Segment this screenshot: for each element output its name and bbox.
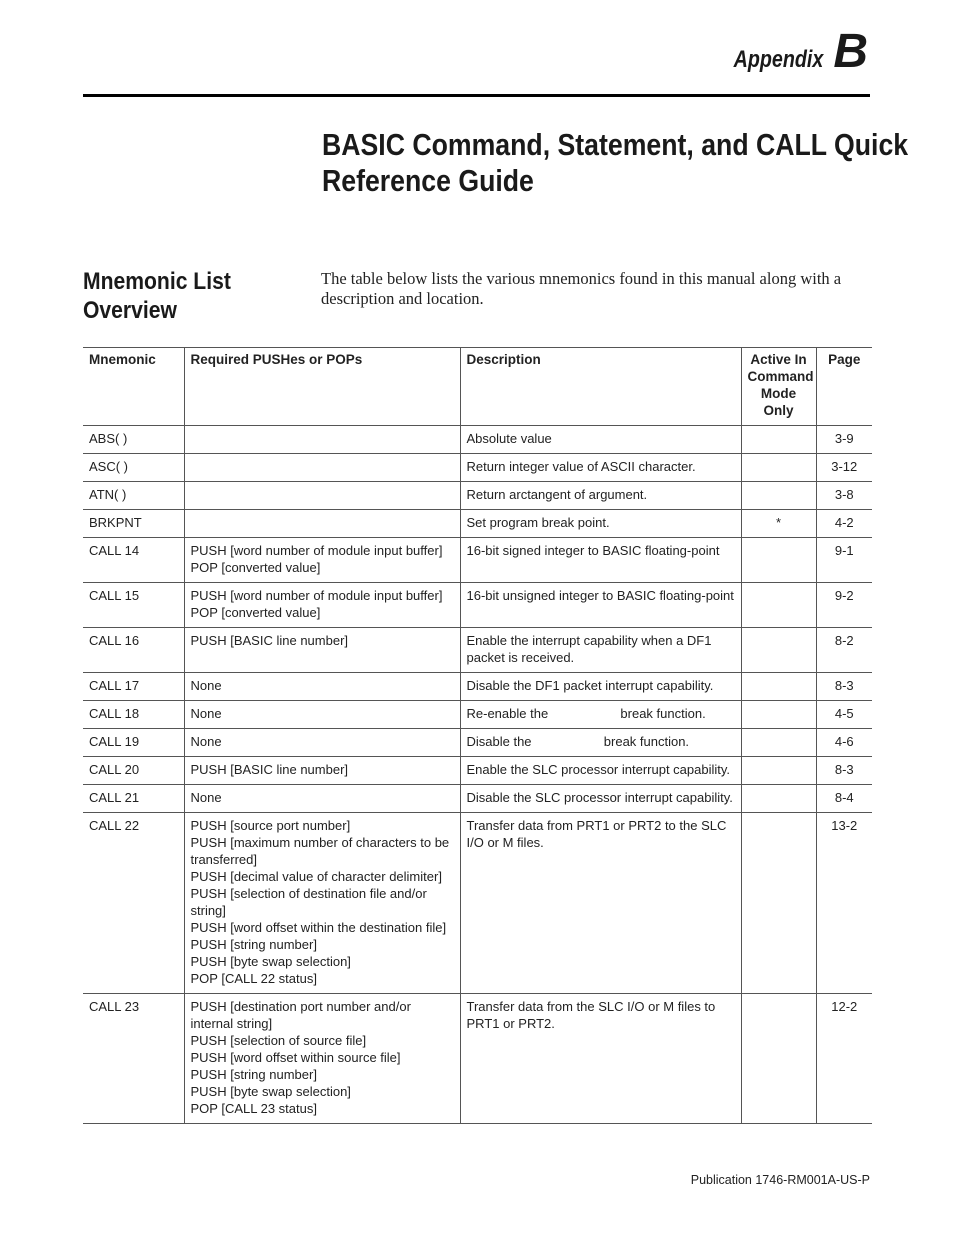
table-row (83, 757, 872, 785)
push-pop-line: PUSH [word offset within the destination file] (190, 920, 447, 935)
section-heading-line-1: Mnemonic List (83, 268, 231, 295)
cell-pushes (184, 426, 460, 454)
cell-mnemonic: ATN( ) (83, 482, 184, 510)
push-pop-line: PUSH [source port number] (190, 818, 351, 833)
cell-description: Re-enable the break function. (460, 701, 741, 729)
cell-pushes (184, 757, 460, 785)
push-pop-line: None (190, 790, 222, 805)
cell-description: Enable the interrupt capability when a DF1 packet is received. (460, 628, 741, 673)
table-row (83, 729, 872, 757)
table-row (83, 538, 872, 583)
push-pop-line: POP [CALL 22 status] (190, 971, 317, 986)
cell-page: 8-2 (816, 628, 872, 673)
push-pop-line: PUSH [string number] (190, 937, 317, 952)
table-row (83, 482, 872, 510)
cell-page: 4-5 (816, 701, 872, 729)
cell-page: 4-6 (816, 729, 872, 757)
cell-active (741, 482, 816, 510)
cell-active (741, 701, 816, 729)
cell-description: Absolute value (460, 426, 741, 454)
cell-pushes (184, 583, 460, 628)
cell-description: Return arctangent of argument. (460, 482, 741, 510)
cell-mnemonic: CALL 23 (83, 994, 184, 1124)
cell-mnemonic: CALL 19 (83, 729, 184, 757)
intro-paragraph: The table below lists the various mnemonics found in this manual along with a description and location. (321, 269, 842, 308)
cell-pushes (184, 813, 460, 994)
cell-description: Transfer data from PRT1 or PRT2 to the SLC I/O or M files. (460, 813, 741, 994)
table-row (83, 701, 872, 729)
cell-description: 16-bit signed integer to BASIC floating-point (460, 538, 741, 583)
push-pop-line: PUSH [byte swap selection] (190, 1084, 351, 1099)
push-pop-line: None (190, 734, 222, 749)
cell-active (741, 454, 816, 482)
cell-description: Disable the DF1 packet interrupt capability. (460, 673, 741, 701)
cell-page: 13-2 (816, 813, 872, 994)
header-pushes: Required PUSHes or POPs (184, 348, 460, 426)
cell-mnemonic: CALL 20 (83, 757, 184, 785)
push-pop-line: PUSH [word number of module input buffer] (190, 543, 443, 558)
cell-mnemonic: BRKPNT (83, 510, 184, 538)
cell-pushes (184, 538, 460, 583)
push-pop-line: PUSH [maximum number of characters to be transferred] (190, 835, 450, 867)
page-title (322, 127, 909, 199)
push-pop-line: POP [converted value] (190, 560, 321, 575)
page-title-line-1: BASIC Command, Statement, and CALL Quick (322, 127, 909, 162)
cell-page: 3-9 (816, 426, 872, 454)
cell-page: 3-8 (816, 482, 872, 510)
appendix-letter: B (833, 25, 868, 78)
push-pop-line: POP [converted value] (190, 605, 321, 620)
header-description: Description (460, 348, 741, 426)
push-pop-line: PUSH [byte swap selection] (190, 954, 351, 969)
cell-active: * (741, 510, 816, 538)
mnemonic-table (83, 347, 872, 1124)
cell-page: 8-4 (816, 785, 872, 813)
table-row (83, 583, 872, 628)
push-pop-line: POP [CALL 23 status] (190, 1101, 317, 1116)
cell-mnemonic: ABS( ) (83, 426, 184, 454)
push-pop-line: PUSH [destination port number and/or internal string] (190, 999, 411, 1031)
cell-mnemonic: CALL 22 (83, 813, 184, 994)
cell-page: 8-3 (816, 673, 872, 701)
header-active-in-command-mode (741, 348, 816, 426)
cell-mnemonic: ASC( ) (83, 454, 184, 482)
cell-mnemonic: CALL 17 (83, 673, 184, 701)
cell-page: 9-2 (816, 583, 872, 628)
cell-mnemonic: CALL 18 (83, 701, 184, 729)
cell-mnemonic: CALL 15 (83, 583, 184, 628)
table-row (83, 628, 872, 673)
table-row (83, 813, 872, 994)
cell-pushes (184, 729, 460, 757)
header-active-line-3: Mode (760, 386, 797, 401)
cell-mnemonic: CALL 14 (83, 538, 184, 583)
cell-mnemonic: CALL 21 (83, 785, 184, 813)
push-pop-line: PUSH [word offset within source file] (190, 1050, 401, 1065)
header-mnemonic: Mnemonic (83, 348, 184, 426)
table-row (83, 785, 872, 813)
publication-footer: Publication 1746-RM001A-US-P (690, 1173, 870, 1187)
cell-active (741, 673, 816, 701)
table-header-row (83, 348, 872, 426)
cell-pushes (184, 628, 460, 673)
cell-pushes (184, 785, 460, 813)
push-pop-line: PUSH [selection of destination file and/or string] (190, 886, 427, 918)
table-row (83, 454, 872, 482)
push-pop-line: PUSH [selection of source file] (190, 1033, 367, 1048)
cell-description: Enable the SLC processor interrupt capability. (460, 757, 741, 785)
table-row (83, 994, 872, 1124)
cell-mnemonic: CALL 16 (83, 628, 184, 673)
header-rule (83, 94, 870, 97)
header-active-line-1: Active In (750, 352, 807, 367)
header-page: Page (816, 348, 872, 426)
push-pop-line: None (190, 678, 222, 693)
push-pop-line: PUSH [word number of module input buffer] (190, 588, 443, 603)
cell-description: 16-bit unsigned integer to BASIC floating-point (460, 583, 741, 628)
appendix-label (714, 25, 868, 78)
page-title-line-2: Reference Guide (322, 163, 534, 198)
section-heading-line-2: Overview (83, 297, 177, 324)
table-row (83, 426, 872, 454)
cell-active (741, 785, 816, 813)
cell-description: Return integer value of ASCII character. (460, 454, 741, 482)
appendix-word: Appendix (733, 46, 824, 73)
header-active-line-2: Command (747, 369, 814, 384)
cell-page: 9-1 (816, 538, 872, 583)
cell-active (741, 813, 816, 994)
table-row (83, 510, 872, 538)
cell-pushes (184, 701, 460, 729)
cell-page: 4-2 (816, 510, 872, 538)
table-body (83, 426, 872, 1124)
push-pop-line: PUSH [decimal value of character delimiter] (190, 869, 442, 884)
table-row (83, 673, 872, 701)
cell-pushes (184, 482, 460, 510)
header-active-line-4: Only (763, 403, 794, 418)
cell-active (741, 538, 816, 583)
push-pop-line: PUSH [string number] (190, 1067, 317, 1082)
cell-page: 12-2 (816, 994, 872, 1124)
cell-description: Disable the SLC processor interrupt capability. (460, 785, 741, 813)
cell-pushes (184, 454, 460, 482)
cell-active (741, 426, 816, 454)
push-pop-line: PUSH [BASIC line number] (190, 633, 349, 648)
section-heading (83, 267, 231, 325)
cell-pushes (184, 510, 460, 538)
cell-page: 3-12 (816, 454, 872, 482)
cell-description: Set program break point. (460, 510, 741, 538)
cell-pushes (184, 994, 460, 1124)
cell-active (741, 994, 816, 1124)
cell-active (741, 583, 816, 628)
cell-description: Transfer data from the SLC I/O or M files to PRT1 or PRT2. (460, 994, 741, 1124)
push-pop-line: PUSH [BASIC line number] (190, 762, 349, 777)
push-pop-line: None (190, 706, 222, 721)
cell-page: 8-3 (816, 757, 872, 785)
cell-active (741, 757, 816, 785)
cell-description: Disable the break function. (460, 729, 741, 757)
cell-pushes (184, 673, 460, 701)
cell-active (741, 729, 816, 757)
cell-active (741, 628, 816, 673)
